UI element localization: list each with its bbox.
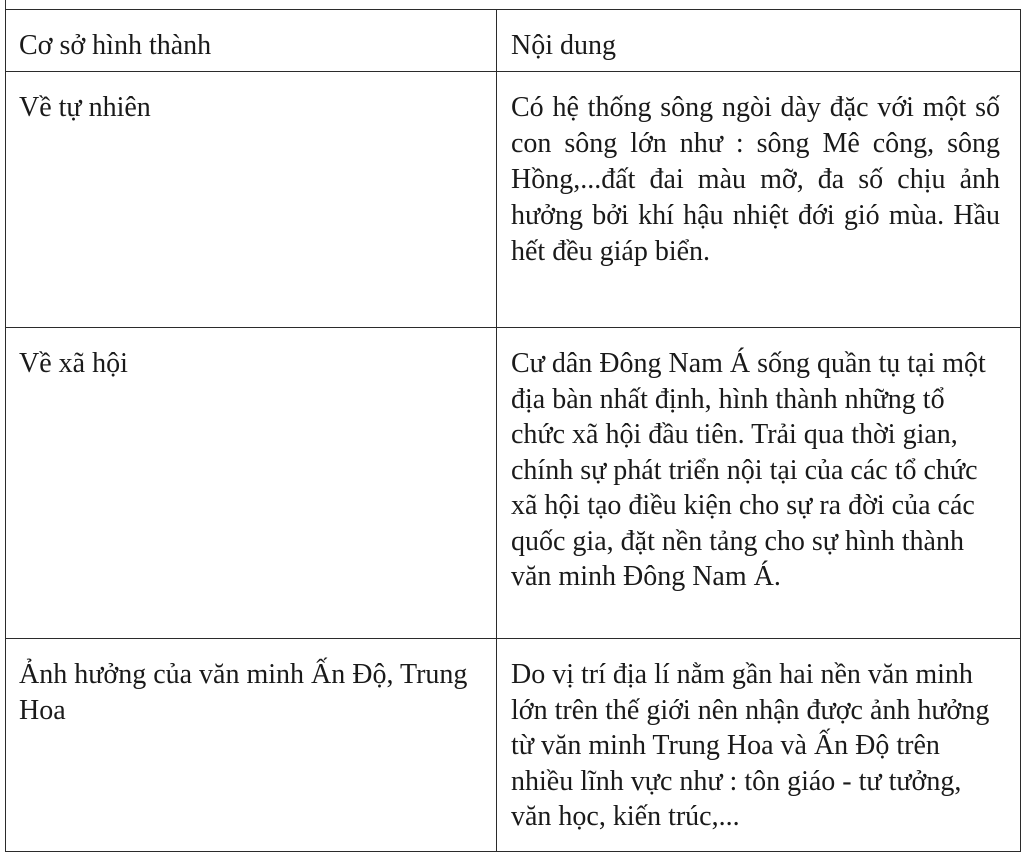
header-cell-content: Nội dung [497, 10, 1021, 72]
row-content-nature: Có hệ thống sông ngòi dày đặc với một số con sông lớn như : sông Mê công, sông Hồng,...đất đai màu mỡ, đa số chịu ảnh hưởng bởi khí hậu nhiệt đới gió mùa. Hầu hết đều giáp biển. [497, 72, 1021, 328]
content-table [5, 9, 1021, 852]
row-content-influence: Do vị trí địa lí nằm gần hai nền văn minh lớn trên thế giới nên nhận được ảnh hưởng từ văn minh Trung Hoa và Ấn Độ trên nhiều lĩnh vực như : tôn giáo - tư tưởng, văn học, kiến trúc,... [497, 639, 1021, 852]
table-row [6, 328, 1021, 639]
row-label-influence: Ảnh hưởng của văn minh Ấn Độ, Trung Hoa [6, 639, 497, 852]
row-label-society: Về xã hội [6, 328, 497, 639]
table-row [6, 72, 1021, 328]
header-cell-basis: Cơ sở hình thành [6, 10, 497, 72]
table-header-row [6, 10, 1021, 72]
page-edge-line [5, 0, 6, 9]
table-row [6, 639, 1021, 852]
row-content-society: Cư dân Đông Nam Á sống quần tụ tại một địa bàn nhất định, hình thành những tổ chức xã hội đầu tiên. Trải qua thời gian, chính sự phát triển nội tại của các tổ chức xã hội tạo điều kiện cho sự ra đời của các quốc gia, đặt nền tảng cho sự hình thành văn minh Đông Nam Á. [497, 328, 1021, 639]
row-label-nature: Về tự nhiên [6, 72, 497, 328]
